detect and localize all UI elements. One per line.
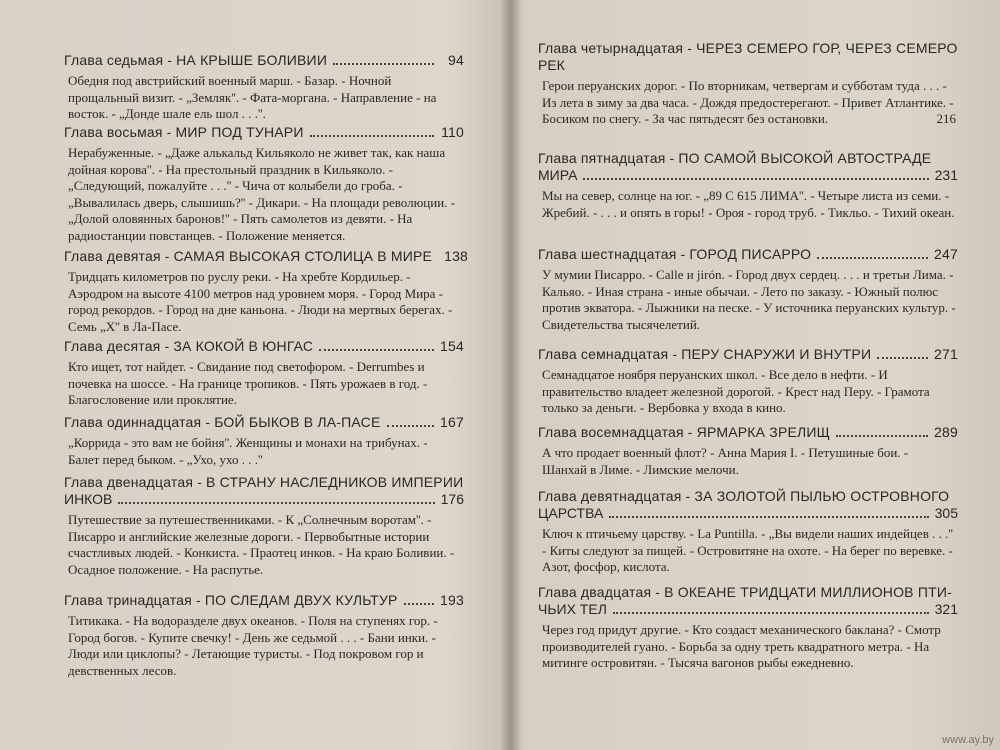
chapter-summary: Мы на север, солнце на юг. - „89 С 615 ЛИМА''. - Четыре листа из семи. - Жребий. - . . . и опять в горы! - Ороя - город труб. - Тикльо. - Тихий океан.	[542, 188, 955, 220]
chapter-entry	[538, 346, 958, 417]
dot-leader	[387, 425, 434, 427]
dot-leader	[836, 435, 928, 437]
page-number: 167	[440, 414, 464, 430]
chapter-heading-cont	[538, 167, 958, 184]
chapter-heading: Глава восемнадцатая - ЯРМАРКА ЗРЕЛИЩ 289	[538, 424, 958, 440]
chapter-title: ЗА ЗОЛОТОЙ ПЫЛЬЮ ОСТРОВНОГО	[694, 488, 950, 504]
chapter-label: Глава двадцатая	[538, 584, 652, 600]
chapter-title: ГОРОД ПИСАРРО	[689, 246, 812, 262]
page-number: 289	[934, 424, 958, 440]
dot-leader	[877, 357, 928, 359]
chapter-entry	[64, 338, 464, 409]
chapter-summary: Тридцать километров по руслу реки. - На хребте Кордильер. - Аэродром на высоте 4100 метров над уровнем моря. - Город Мира - город рекордов. - Город на дне каньона. - Люди на мертвых берегах. - Семь „Х'' в Ла-Пасе.	[68, 269, 453, 334]
chapter-summary: „Коррида - это вам не бойня''. Женщины и монахи на трибунах. - Балет перед быком. - „Ухо, ухо . . .''	[68, 435, 428, 467]
page-number: 216	[936, 111, 956, 126]
chapter-heading: Глава девятнадцатая - ЗА ЗОЛОТОЙ ПЫЛЬЮ ОСТРОВНОГО	[538, 488, 950, 504]
chapter-heading: Глава десятая - ЗА КОКОЙ В ЮНГАС 154	[64, 338, 464, 354]
chapter-title: ПЕРУ СНАРУЖИ И ВНУТРИ	[681, 346, 872, 362]
dot-leader	[613, 612, 929, 614]
page-number: 138	[444, 248, 469, 264]
chapter-heading-cont	[538, 505, 958, 522]
chapter-title: ЧЕРЕЗ СЕМЕРО ГОР, ЧЕРЕЗ СЕМЕРО	[696, 40, 958, 56]
chapter-title: В СТРАНУ НАСЛЕДНИКОВ ИМПЕРИИ	[206, 474, 464, 490]
chapter-heading: Глава девятая - САМАЯ ВЫСОКАЯ СТОЛИЦА В МИРЕ 138	[64, 248, 469, 264]
page-number: 247	[934, 246, 958, 262]
chapter-summary: У мумии Писарро. - Calle и jirón. - Город двух сердец. . . . и третьи Лима. - Кальяо. - Иная страна - иные обычаи. - Лето по заказу. - Южный полюс против экватора. - Лыжники на песке. - У источника перуанских культур. - Свидетельства тысячелетий.	[542, 267, 956, 332]
chapter-heading: Глава четырнадцатая - ЧЕРЕЗ СЕМЕРО ГОР, ЧЕРЕЗ СЕМЕРО	[538, 40, 958, 56]
chapter-heading: Глава седьмая - НА КРЫШЕ БОЛИВИИ 94	[64, 52, 464, 68]
chapter-title: МИР ПОД ТУНАРИ	[175, 124, 304, 140]
dot-leader	[583, 178, 928, 180]
dot-leader	[310, 135, 434, 137]
chapter-summary	[538, 78, 956, 128]
chapter-title-cont: ЦАРСТВА	[538, 505, 604, 521]
chapter-summary: Через год придут другие. - Кто создаст механического баклана? - Смотр производителей гуано. - Борьба за одну треть квадратного метра. - На митинге островитян. - Тысяча вагонов рыбы ежедневно.	[542, 622, 941, 670]
chapter-title: ЗА КОКОЙ В ЮНГАС	[173, 338, 314, 354]
chapter-title: ЯРМАРКА ЗРЕЛИЩ	[696, 424, 830, 440]
chapter-heading: Глава пятнадцатая - ПО САМОЙ ВЫСОКОЙ АВТОСТРАДЕ	[538, 150, 932, 166]
page-number: 110	[441, 124, 464, 140]
chapter-entry	[64, 248, 469, 335]
chapter-label: Глава тринадцатая	[64, 592, 192, 608]
chapter-summary: Ключ к птичьему царству. - La Puntilla. - „Вы видели наших индейцев . . .'' - Киты следуют за пищей. - Островитяне на охоте. - На берег по веревке. - Азот, фосфор, кислота.	[542, 526, 954, 574]
chapter-entry	[538, 150, 958, 221]
chapter-label: Глава восьмая	[64, 124, 163, 140]
page-number: 193	[440, 592, 464, 608]
page-number: 271	[934, 346, 958, 362]
chapter-label: Глава одиннадцатая	[64, 414, 202, 430]
chapter-title-cont: РЕК	[538, 57, 565, 73]
chapter-title: БОЙ БЫКОВ В ЛА-ПАСЕ	[214, 414, 381, 430]
chapter-label: Глава пятнадцатая	[538, 150, 666, 166]
chapter-heading: Глава одиннадцатая - БОЙ БЫКОВ В ЛА-ПАСЕ 167	[64, 414, 464, 430]
dot-leader	[333, 63, 434, 65]
chapter-entry	[64, 414, 464, 468]
chapter-summary: Титикака. - На водоразделе двух океанов. - Поля на ступенях гор. - Город богов. - Купите свечку! - День же седьмой . . . - Бани инки. - Люди или циклопы? - Летающие туристы. - Под покровом гор и девственных лесов.	[68, 613, 438, 678]
chapter-heading-cont	[538, 57, 958, 74]
chapter-label: Глава шестнадцатая	[538, 246, 677, 262]
chapter-summary-text: Герои перуанских дорог. - По вторникам, четвергам и субботам туда . . . - Из лета в зиму за два часа. - Дождя предостерегают. - Привет Атлантике. - Босиком по снегу. - За час пятьдесят без остановки.	[542, 78, 954, 126]
chapter-summary: Обедня под австрийский военный марш. - Базар. - Ночной прощальный визит. - „Земляк''. - Фата-моргана. - Направление - на восток. - „Донде шале ель шол . . .''.	[68, 73, 437, 121]
dot-leader	[817, 257, 928, 259]
chapter-entry	[64, 52, 464, 123]
chapter-summary: А что продает военный флот? - Анна Мария I. - Петушиные бои. - Шанхай в Лиме. - Лимские мелочи.	[542, 445, 909, 477]
chapter-entry	[538, 246, 958, 333]
chapter-label: Глава девятнадцатая	[538, 488, 682, 504]
chapter-title: ПО САМОЙ ВЫСОКОЙ АВТОСТРАДЕ	[678, 150, 932, 166]
dot-leader	[118, 502, 434, 504]
dot-leader	[404, 603, 434, 605]
dot-leader	[609, 516, 928, 518]
chapter-summary: Путешествие за путешественниками. - К „Солнечным воротам''. - Писарро и английские железные дороги. - Первобытные истории счастливых людей. - Конкиста. - Праотец инков. - На краю Боливии. - Осадное положение. - На распутье.	[68, 512, 455, 577]
chapter-title: НА КРЫШЕ БОЛИВИИ	[176, 52, 328, 68]
chapter-label: Глава четырнадцатая	[538, 40, 684, 56]
page-number: 305	[934, 505, 958, 521]
page-number: 154	[440, 338, 464, 354]
chapter-entry	[538, 488, 958, 576]
chapter-entry	[538, 584, 958, 672]
right-page	[512, 0, 1000, 750]
chapter-heading: Глава шестнадцатая - ГОРОД ПИСАРРО 247	[538, 246, 958, 262]
chapter-label: Глава седьмая	[64, 52, 164, 68]
chapter-title: САМАЯ ВЫСОКАЯ СТОЛИЦА В МИРЕ	[173, 248, 433, 264]
chapter-label: Глава девятая	[64, 248, 161, 264]
page-number: 231	[934, 167, 958, 183]
page-number: 94	[448, 52, 464, 68]
chapter-title: ПО СЛЕДАМ ДВУХ КУЛЬТУР	[204, 592, 398, 608]
chapter-summary: Кто ищет, тот найдет. - Свидание под светофором. - Derrumbes и почевка на шоссе. - На границе тропиков. - Пять урожаев в год. - Благословение или проклятие.	[68, 359, 428, 407]
chapter-title-cont: МИРА	[538, 167, 578, 183]
chapter-entry	[538, 424, 958, 478]
dot-leader	[319, 349, 434, 351]
site-watermark: www.ay.by	[942, 734, 994, 746]
chapter-summary: Нерабуженные. - „Даже алькальд Кильяколо не живет так, как наша дойная корова''. - На престольный праздник в Кильяколо. - „Следующий, пожалуйте . . .'' - Чича от колыбели до гроба. - „Вывалилась дверь, слышишь?'' - Дикари. - На площади революции. - „Долой оловянных баронов!'' - Пять самолетов из девяти. - На радиостанции повстанцев. - Положение меняется.	[68, 145, 455, 243]
chapter-heading: Глава двенадцатая - В СТРАНУ НАСЛЕДНИКОВ ИМПЕРИИ	[64, 474, 464, 490]
chapter-heading-cont	[538, 601, 958, 618]
chapter-entry	[538, 40, 958, 128]
chapter-entry	[64, 592, 464, 679]
page-number: 321	[934, 601, 958, 617]
chapter-heading-cont	[64, 491, 464, 508]
chapter-title-cont: ЧЬИХ ТЕЛ	[538, 601, 607, 617]
chapter-title: В ОКЕАНЕ ТРИДЦАТИ МИЛЛИОНОВ ПТИ-	[664, 584, 952, 600]
chapter-label: Глава двенадцатая	[64, 474, 194, 490]
page-number: 176	[440, 491, 464, 507]
chapter-heading: Глава тринадцатая - ПО СЛЕДАМ ДВУХ КУЛЬТУР 193	[64, 592, 464, 608]
chapter-entry	[64, 474, 464, 578]
chapter-heading: Глава семнадцатая - ПЕРУ СНАРУЖИ И ВНУТРИ 271	[538, 346, 958, 362]
chapter-entry	[64, 124, 464, 244]
chapter-heading: Глава восьмая - МИР ПОД ТУНАРИ 110	[64, 124, 464, 140]
chapter-heading: Глава двадцатая - В ОКЕАНЕ ТРИДЦАТИ МИЛЛИОНОВ ПТИ-	[538, 584, 952, 600]
chapter-title-cont: ИНКОВ	[64, 491, 113, 507]
chapter-summary: Семнадцатое ноября перуанских школ. - Все дело в нефти. - И правительство владеет железной дорогой. - Крест над Перу. - Грамота только за деньги. - Вербовка у входа в кино.	[542, 367, 930, 415]
chapter-label: Глава восемнадцатая	[538, 424, 684, 440]
chapter-label: Глава семнадцатая	[538, 346, 669, 362]
chapter-label: Глава десятая	[64, 338, 161, 354]
